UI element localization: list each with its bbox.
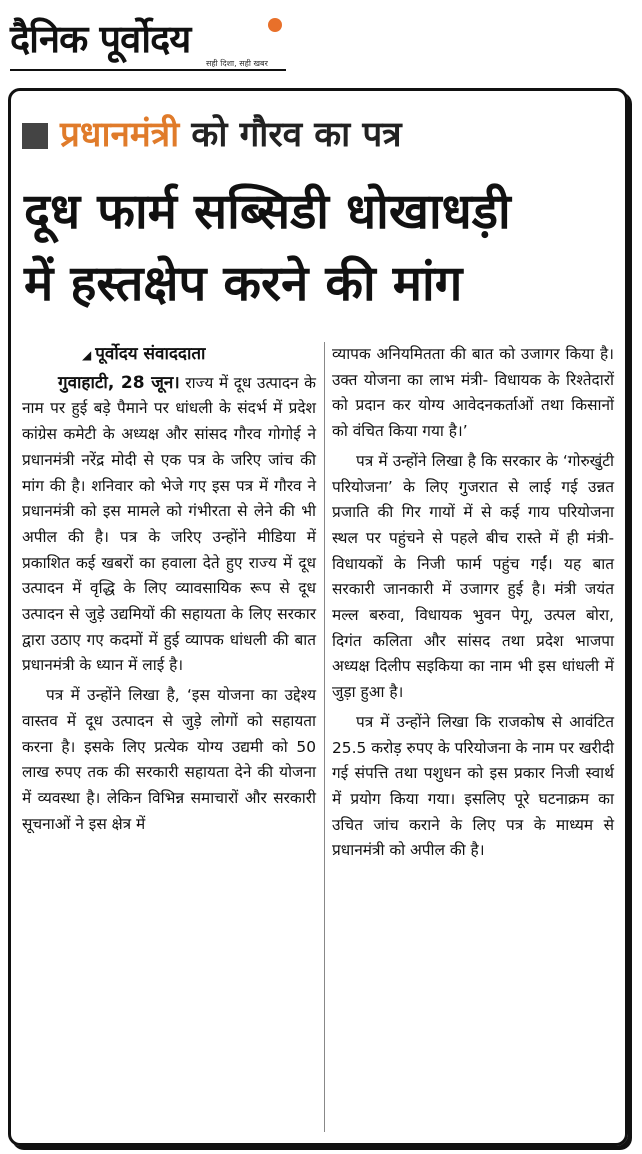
dateline: गुवाहाटी, 28 जून। [58, 372, 180, 393]
masthead-rule [10, 69, 286, 71]
kicker-square-icon [22, 123, 48, 149]
byline [82, 342, 316, 369]
article-column-left [22, 342, 316, 837]
newspaper-tagline: सही दिशा, सही खबर [206, 59, 268, 68]
kicker-accent: प्रधानमंत्री [60, 115, 180, 155]
article-kicker [22, 110, 402, 157]
byline-arrow-icon: ◢ [82, 348, 92, 362]
kicker-rest: को गौरव का पत्र [179, 115, 402, 155]
body-paragraph: पत्र में उन्होंने लिखा है कि सरकार के ‘गोरुखुंटी परियोजना’ के लिए गुजरात से लाई गई उन्नत प्रजाति की गिर गायों में से कई गाय परियोजना स्थल पर पहुंचने से पहले बीच रास्ते में ही मंत्री-विधायकों के निजी फार्म पहुंच गईं। यह बात सरकारी जानकारी में उजागर हुई है। मंत्री जयंत मल्ल बरुवा, विधायक भुवन पेगू, उत्पल बोरा, दिगंत कलिता और सांसद तथा प्रदेश भाजपा अध्यक्ष दिलीप सइकिया का नाम भी इस धांधली में जुड़ा हुआ है। [332, 451, 614, 702]
body-paragraph: पत्र में उन्होंने लिखा कि राजकोष से आवंटित 25.5 करोड़ रुपए के परियोजना के नाम पर खरीदी गई संपत्ति तथा पशुधन को इस प्रकार निजी स्वार्थ में प्रयोग किया गया। इसलिए पूरे घटनाक्रम का उचित जांच कराने के लिए पत्र के माध्यम से प्रधानमंत्री को अपील की है। [332, 712, 614, 860]
article-column-right [332, 342, 614, 864]
headline-line-1: दूध फार्म सब्सिडी धोखाधड़ी [24, 183, 511, 240]
headline-line-2: में हस्तक्षेप करने की मांग [24, 255, 463, 312]
newspaper-name: दैनिक पूर्वोदय [10, 17, 191, 61]
masthead-logo-dot [268, 18, 282, 32]
masthead [10, 6, 290, 72]
column-divider [324, 342, 325, 1132]
body-paragraph [22, 371, 316, 679]
article-headline [24, 176, 624, 320]
body-paragraph: पत्र में उन्होंने लिखा है, ‘इस योजना का उद्देश्य वास्तव में दूध उत्पादन से जुड़े लोगों को सहायता करना है। इसके लिए प्रत्येक योग्य उद्यमी को 50 लाख रुपए तक की सरकारी सहायता देने की योजना में व्यवस्था है। लेकिन विभिन्न समाचारों और सरकारी सूचनाओं ने इस क्षेत्र में [22, 686, 316, 833]
paragraph-text: राज्य में दूध उत्पादन के नाम पर हुई बड़े पैमाने पर धांधली के संदर्भ में प्रदेश कांग्रेस कमेटी के अध्यक्ष और सांसद गौरव गोगोई ने प्रधानमंत्री नरेंद्र मोदी से एक पत्र के जरिए जांच की मांग की है। शनिवार को भेजे गए इस पत्र में गौरव ने प्रधानमंत्री को इस मामले को गंभीरता से लेने की भी अपील की है। पत्र के जरिए उन्होंने मीडिया में प्रकाशित कई खबरों का हवाला देते हुए राज्य में दूध उत्पादन में वृद्धि के लिए व्यावसायिक रूप से दूध उत्पादन से जुड़े उद्यमियों की सहायता के लिए सरकार द्वारा उठाए गए कदमों में हुई व्यापक धांधली की बात प्रधानमंत्री के ध्यान में लाई है। [22, 373, 317, 675]
body-paragraph: व्यापक अनियमितता की बात को उजागर किया है। उक्त योजना का लाभ मंत्री- विधायक के रिश्तेदारों को प्रदान कर योग्य आवेदनकर्ताओं तथा किसानों को वंचित किया गया है।’ [332, 345, 614, 441]
byline-text: पूर्वोदय संवाददाता [95, 344, 206, 364]
